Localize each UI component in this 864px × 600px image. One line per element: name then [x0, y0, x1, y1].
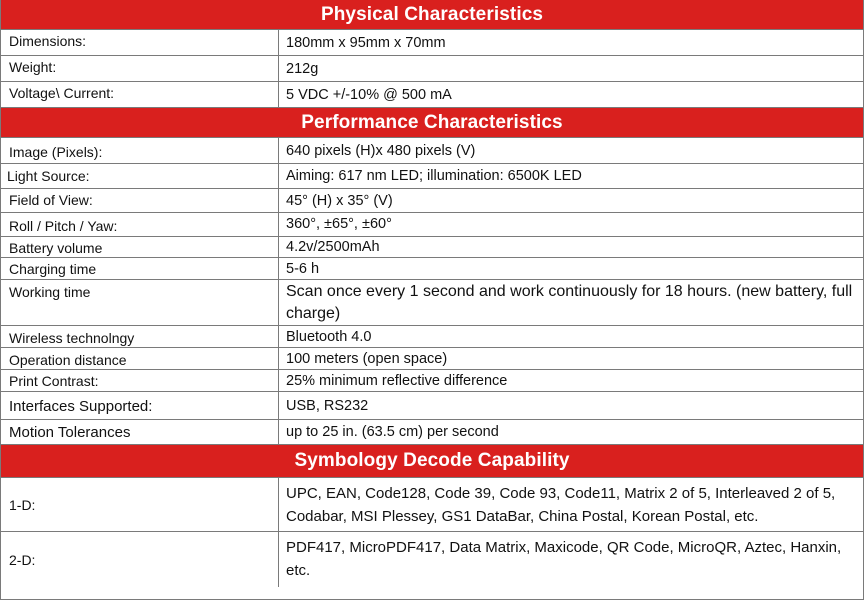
spec-value: UPC, EAN, Code128, Code 39, Code 93, Code11, Matrix 2 of 5, Interleaved 2 of 5, Codabar, MSI Plessey, GS1 DataBar, China Postal, Korean Postal, etc. [286, 485, 836, 525]
spec-label: Voltage\ Current: [1, 82, 279, 107]
spec-value: Aiming: 617 nm LED; illumination: 6500K LED [286, 168, 582, 184]
spec-label: Working time [1, 280, 279, 325]
spec-label: Print Contrast: [1, 370, 279, 391]
spec-row-field-of-view [1, 189, 863, 213]
spec-label: Roll / Pitch / Yaw: [1, 213, 279, 236]
spec-value: up to 25 in. (63.5 cm) per second [286, 424, 499, 440]
spec-row-operation-distance [1, 348, 863, 370]
spec-label: Interfaces Supported: [1, 392, 279, 419]
spec-value: 5-6 h [286, 261, 320, 277]
spec-label: Wireless technolngy [1, 326, 279, 347]
spec-label: Light Source: [1, 164, 279, 188]
spec-value: 5 VDC +/-10% @ 500 mA [286, 87, 452, 103]
spec-row-battery [1, 237, 863, 258]
section-header-performance [1, 108, 863, 138]
spec-label: Field of View: [1, 189, 279, 212]
spec-value: PDF417, MicroPDF417, Data Matrix, Maxicode, QR Code, MicroQR, Aztec, Hanxin, etc. [286, 539, 842, 579]
spec-value: Bluetooth 4.0 [286, 329, 372, 345]
section-title-performance: Performance Characteristics [301, 111, 563, 133]
spec-row-image [1, 138, 863, 164]
spec-row-voltage [1, 82, 863, 108]
spec-value: 640 pixels (H)x 480 pixels (V) [286, 143, 476, 159]
spec-value: 25% minimum reflective difference [286, 373, 508, 389]
spec-label: Battery volume [1, 237, 279, 257]
spec-value: 45° (H) x 35° (V) [286, 193, 393, 209]
spec-row-2d [1, 532, 863, 587]
spec-row-charging [1, 258, 863, 280]
section-title-symbology: Symbology Decode Capability [294, 450, 570, 471]
spec-row-light-source [1, 164, 863, 189]
section-header-symbology [1, 445, 863, 478]
section-header-physical [1, 0, 863, 30]
spec-value: 212g [286, 61, 319, 77]
spec-row-dimensions [1, 30, 863, 56]
spec-label: Weight: [1, 56, 279, 81]
spec-row-roll-pitch-yaw [1, 213, 863, 237]
spec-label: Operation distance [1, 348, 279, 369]
spec-row-motion [1, 420, 863, 445]
spec-row-print-contrast [1, 370, 863, 392]
spec-label: Charging time [1, 258, 279, 279]
spec-value: 100 meters (open space) [286, 351, 448, 367]
spec-row-weight [1, 56, 863, 82]
spec-label: Motion Tolerances [1, 420, 279, 444]
spec-row-interfaces [1, 392, 863, 420]
spec-value: 4.2v/2500mAh [286, 239, 380, 255]
spec-value: 360°, ±65°, ±60° [286, 216, 392, 232]
spec-row-wireless [1, 326, 863, 348]
spec-label: Dimensions: [1, 30, 279, 55]
spec-label: 1-D: [1, 478, 279, 531]
spec-label: 2-D: [1, 532, 279, 587]
section-title-physical: Physical Characteristics [320, 3, 544, 25]
spec-label: Image (Pixels): [1, 138, 279, 163]
spec-value: 180mm x 95mm x 70mm [286, 35, 446, 51]
spec-value: Scan once every 1 second and work continuously for 18 hours. (new battery, full charge) [286, 283, 853, 322]
spec-value: USB, RS232 [286, 398, 369, 414]
spec-row-working-time [1, 280, 863, 326]
spec-row-1d [1, 478, 863, 532]
